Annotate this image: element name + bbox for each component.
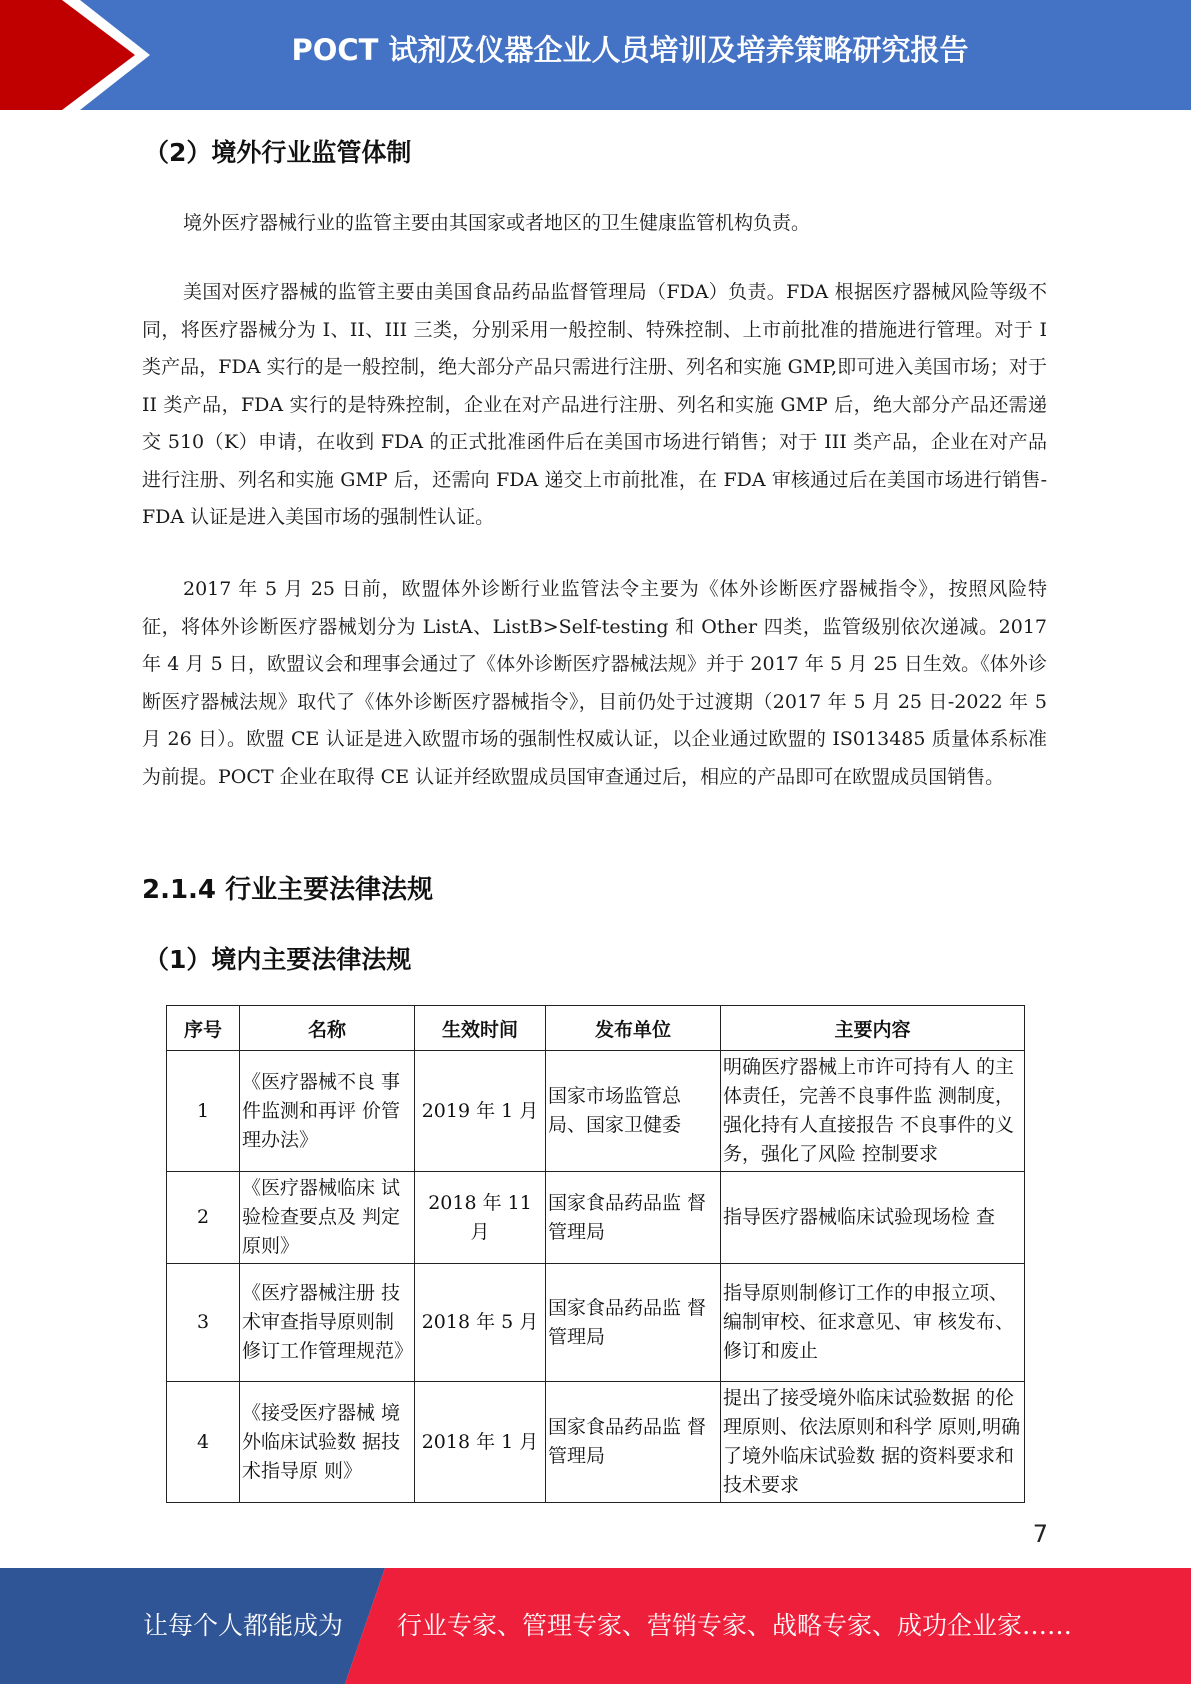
- paragraph-overseas-intro: 境外医疗器械行业的监管主要由其国家或者地区的卫生健康监管机构负责。: [183, 212, 811, 234]
- cell-name: 《医疗器械注册 技术审查指导原则制修订工作管理规范》: [240, 1264, 415, 1382]
- cell-date: 2018 年 1 月: [415, 1382, 546, 1503]
- cell-content: 明确医疗器械上市许可持有人 的主体责任，完善不良事件监 测制度，强化持有人直接报告 不良事件的义务，强化了风险 控制要求: [721, 1051, 1025, 1172]
- table-row: [167, 1264, 1025, 1382]
- col-header-name: 名称: [240, 1006, 415, 1051]
- page-footer: [0, 1568, 1191, 1684]
- col-header-date: 生效时间: [415, 1006, 546, 1051]
- cell-name: 《医疗器械临床 试验检查要点及 判定原则》: [240, 1172, 415, 1264]
- table-row: [167, 1051, 1025, 1172]
- col-header-no: 序号: [167, 1006, 240, 1051]
- cell-issuer: 国家食品药品监 督管理局: [546, 1382, 721, 1503]
- col-header-issuer: 发布单位: [546, 1006, 721, 1051]
- table-row: [167, 1382, 1025, 1503]
- cell-no: 4: [167, 1382, 240, 1503]
- cell-issuer: 国家食品药品监 督管理局: [546, 1172, 721, 1264]
- overseas-regulation-heading: （2）境外行业监管体制: [144, 138, 412, 167]
- cell-date: 2018 年 11 月: [415, 1172, 546, 1264]
- cell-name: 《医疗器械不良 事件监测和再评 价管理办法》: [240, 1051, 415, 1172]
- page-header: [0, 0, 1191, 110]
- domestic-laws-heading: （1）境内主要法律法规: [144, 945, 412, 974]
- paragraph-us-fda: 美国对医疗器械的监管主要由美国食品药品监督管理局（FDA）负责。FDA 根据医疗器械风险等级不同，将医疗器械分为 I、II、III 三类，分别采用一般控制、特殊控制、上市前批准的措施进行管理。对于 I 类产品，FDA 实行的是一般控制，绝大部分产品只需进行注册、列名和实施 GMP,即可进入美国市场；对于 II 类产品，FDA 实行的是特殊控制，企业在对产品进行注册、列名和实施 GMP 后，绝大部分产品还需递交 510（K）申请，在收到 FDA 的正式批准函件后在美国市场进行销售；对于 III 类产品，企业在对产品进行注册、列名和实施 GMP 后，还需向 FDA 递交上市前批准，在 FDA 审核通过后在美国市场进行销售-FDA 认证是进入美国市场的强制性认证。: [142, 281, 1047, 528]
- cell-no: 3: [167, 1264, 240, 1382]
- page-number: 7: [1032, 1520, 1048, 1548]
- footer-slogan-left: 让每个人都能成为: [143, 1611, 344, 1640]
- laws-table: [166, 1005, 1025, 1503]
- footer-slogan-right: 行业专家、管理专家、营销专家、战略专家、成功企业家……: [397, 1611, 1073, 1640]
- cell-content: 提出了接受境外临床试验数据 的伦理原则、依法原则和科学 原则,明确了境外临床试验数 据的资料要求和技术要求: [721, 1382, 1025, 1503]
- cell-content: 指导医疗器械临床试验现场检 查: [721, 1172, 1025, 1264]
- header-title: POCT 试剂及仪器企业人员培训及培养策略研究报告: [291, 33, 969, 67]
- col-header-content: 主要内容: [721, 1006, 1025, 1051]
- cell-issuer: 国家市场监管总局、国家卫健委: [546, 1051, 721, 1172]
- cell-date: 2018 年 5 月: [415, 1264, 546, 1382]
- cell-date: 2019 年 1 月: [415, 1051, 546, 1172]
- table-row: [167, 1172, 1025, 1264]
- section-heading-laws: 2.1.4 行业主要法律法规: [142, 875, 434, 905]
- cell-issuer: 国家食品药品监 督管理局: [546, 1264, 721, 1382]
- cell-no: 1: [167, 1051, 240, 1172]
- header-red-arrow: [0, 0, 150, 110]
- cell-no: 2: [167, 1172, 240, 1264]
- table-header-row: [167, 1006, 1025, 1051]
- cell-content: 指导原则制修订工作的申报立项、编制审校、征求意见、审 核发布、修订和废止: [721, 1264, 1025, 1382]
- cell-name: 《接受医疗器械 境外临床试验数 据技术指导原 则》: [240, 1382, 415, 1503]
- paragraph-eu-ivd: 2017 年 5 月 25 日前，欧盟体外诊断行业监管法令主要为《体外诊断医疗器械指令》，按照风险特征，将体外诊断医疗器械划分为 ListA、ListB>Self-testing 和 Other 四类，监管级别依次递减。2017 年 4 月 5 日，欧盟议会和理事会通过了《体外诊断医疗器械法规》并于 2017 年 5 月 25 日生效。《体外诊断医疗器械法规》取代了《体外诊断医疗器械指令》，目前仍处于过渡期（2017 年 5 月 25 日-2022 年 5 月 26 日）。欧盟 CE 认证是进入欧盟市场的强制性权威认证，以企业通过欧盟的 IS013485 质量体系标准为前提。POCT 企业在取得 CE 认证并经欧盟成员国审查通过后，相应的产品即可在欧盟成员国销售。: [142, 578, 1047, 788]
